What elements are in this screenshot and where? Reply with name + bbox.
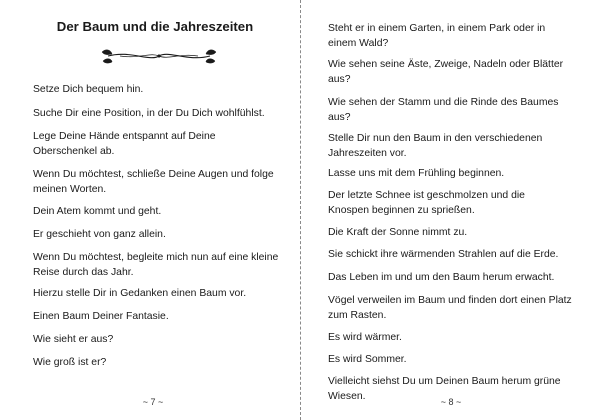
paragraph: Die Kraft der Sonne nimmt zu. — [328, 227, 468, 238]
paragraph: Steht er in einem Garten, in einem Park oder in einem Wald? — [328, 23, 546, 49]
paragraph: Wenn Du möchtest, schließe Deine Augen und folge meinen Worten. — [33, 169, 274, 195]
paragraph: Es wird wärmer. — [328, 332, 402, 343]
paragraph: Er geschieht von ganz allein. — [33, 229, 166, 240]
paragraph: Einen Baum Deiner Fantasie. — [33, 311, 169, 322]
paragraph: Lasse uns mit dem Frühling beginnen. — [328, 168, 505, 179]
page-number: ~ 8 ~ — [440, 397, 462, 407]
paragraph: Wie sehen seine Äste, Zweige, Nadeln oder Blätter aus? — [328, 59, 564, 85]
paragraph: Vielleicht siehst Du um Deinen Baum herum grüne Wiesen. — [328, 376, 561, 402]
paragraph: Wie sieht er aus? — [33, 334, 114, 345]
paragraph: Wie sehen der Stamm und die Rinde des Baumes aus? — [328, 97, 559, 123]
paragraph: Vögel verweilen im Baum und finden dort einen Platz zum Rasten. — [328, 295, 572, 321]
paragraph: Wie groß ist er? — [33, 357, 107, 368]
paragraph: Dein Atem kommt und geht. — [33, 206, 162, 217]
paragraph: Wenn Du möchtest, begleite mich nun auf eine kleine Reise durch das Jahr. — [33, 252, 279, 278]
leaf-vine-divider-icon — [100, 46, 218, 66]
paragraph: Setze Dich bequem hin. — [33, 84, 144, 95]
paragraph: Lege Deine Hände entspannt auf Deine Oberschenkel ab. — [33, 131, 216, 157]
paragraph: Der letzte Schnee ist geschmolzen und die Knospen beginnen zu sprießen. — [328, 190, 525, 216]
paragraph: Suche Dir eine Position, in der Du Dich wohlfühlst. — [33, 108, 265, 119]
paragraph: Das Leben im und um den Baum herum erwacht. — [328, 272, 555, 283]
page-number: ~ 7 ~ — [142, 397, 164, 407]
chapter-title: Der Baum und die Jahreszeiten — [56, 19, 254, 34]
paragraph: Hierzu stelle Dir in Gedanken einen Baum vor. — [33, 288, 247, 299]
right-page — [301, 0, 600, 420]
paragraph: Stelle Dir nun den Baum in den verschiedenen Jahreszeiten vor. — [328, 133, 543, 159]
paragraph: Es wird Sommer. — [328, 354, 407, 365]
paragraph: Sie schickt ihre wärmenden Strahlen auf die Erde. — [328, 249, 559, 260]
